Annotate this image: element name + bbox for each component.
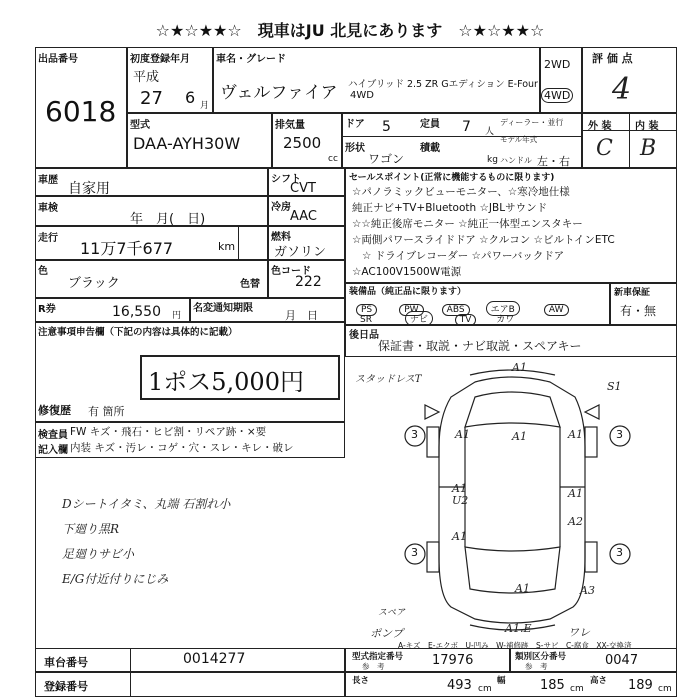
inspector-int-row: 内装 キズ・汚レ・コゲ・穴・スレ・キレ・破レ [70, 442, 294, 454]
recycle-label: R券 [38, 304, 56, 315]
damage-legend: A-キズ E-エクボ U-凹み W-補修跡 S-サビ C-腐食 XX-交換済 [398, 641, 632, 650]
registration-month: 6 [185, 88, 196, 107]
int-label: 内 装 [635, 121, 659, 132]
diag-mark-r1: A1 [568, 487, 583, 500]
color-code-label: 色コード [271, 266, 311, 277]
mileage-label: 走行 [38, 233, 58, 244]
rating-score: 4 [612, 72, 632, 107]
sales-points-list [352, 184, 615, 280]
handle-label: ハンドル [500, 156, 532, 165]
sales-point: ☆☆純正後席モニター ☆純正一体型エンスタキー [352, 218, 583, 230]
ext-grade: C [596, 136, 613, 161]
lot-number: 6018 [45, 95, 117, 128]
inspection-value: 年 月( 日) [130, 212, 206, 227]
wheel-mark: 3 [616, 546, 623, 559]
cap-label: 定員 [420, 119, 440, 130]
accessories-value: 保証書・取説・ナビ取説・スペアキー [378, 339, 582, 353]
fuel-label: 燃料 [271, 232, 291, 243]
color-code-value: 222 [295, 274, 322, 290]
diag-mark-u2: U2 [452, 494, 469, 507]
class-no-value: 0047 [605, 653, 639, 668]
handle-value: 左・右 [537, 155, 570, 168]
color-change-label: 色替 [240, 279, 260, 290]
note-line: 下廻り黒R [62, 522, 120, 536]
note-line: E/G付近付りにじみ [62, 572, 169, 586]
len-unit: cm [478, 684, 492, 694]
usage-label: 車歴 [38, 175, 58, 186]
sales-point: ☆ ドライブレコーダー ☆パワーバックドア [362, 250, 565, 262]
disp-label: 排気量 [275, 120, 305, 131]
inspector-label1: 検査員 [38, 430, 68, 441]
car-grade: ハイブリッド 2.5 ZR Gエディション E-Four [348, 79, 538, 90]
dealer-label: ディーラー・並行 [500, 118, 564, 127]
sales-point: 純正ナビ+TV+Bluetooth ☆JBLサウンド [352, 202, 548, 214]
shift-label: シフト [271, 174, 301, 185]
fuel-value: ガソリン [274, 245, 327, 260]
shape-value: ワゴン [368, 152, 405, 166]
diag-mark-l2: A1 [452, 530, 467, 543]
inspector-label2: 記入欄 [38, 445, 68, 456]
registration-year: 27 [140, 88, 163, 109]
drive-2wd: 2WD [544, 58, 571, 71]
hgt-unit: cm [658, 684, 672, 694]
doors-value: 5 [382, 119, 391, 135]
len-value: 493 [447, 678, 472, 693]
warranty-value: 有・無 [620, 304, 657, 318]
price-note: 1ポス5,000円 [148, 368, 304, 396]
model-value: DAA-AYH30W [133, 134, 241, 153]
equip-navi: ナビ [405, 311, 433, 326]
registration-era: 平成 [133, 70, 160, 85]
color-value: ブラック [68, 276, 120, 291]
class-no-label: 類別区分番号 [515, 652, 567, 662]
equip-leather: カワ [496, 315, 515, 325]
load-unit: kg [487, 155, 498, 165]
handwritten-notes [62, 492, 230, 592]
disp-unit: cc [328, 154, 338, 164]
equip-tv: TV [455, 314, 477, 326]
int-grade: B [640, 136, 657, 161]
lot-label: 出品番号 [38, 54, 78, 65]
type-desig-value: 17976 [432, 653, 474, 668]
car-name: ヴェルファイア [220, 83, 338, 103]
ac-label: 冷房 [271, 202, 291, 213]
diag-mark-rf: A1 [568, 428, 583, 441]
note-line: Dシートイタミ、丸端 石割れ小 [62, 497, 231, 511]
sales-point: ☆両側パワースライドドア ☆クルコン ☆ビルトインETC [352, 234, 615, 246]
car-grade2: 4WD [350, 90, 374, 101]
mileage-unit: km [218, 240, 236, 253]
mileage-value: 11万7千677 [80, 239, 174, 258]
drive-4wd: 4WD [541, 88, 573, 103]
diag-mark-front: A1 [512, 361, 527, 374]
warranty-label: 新車保証 [614, 288, 651, 298]
sales-point: ☆パノラミックビューモニター、☆寒冷地仕様 [352, 186, 570, 198]
repair-label: 修復歴 [38, 404, 71, 417]
model-year-label: モデル年式 [500, 135, 538, 144]
equipment-label: 装備品（純正品に限ります） [349, 287, 467, 297]
ext-label: 外 装 [588, 121, 612, 132]
doors-label: ドア [345, 119, 365, 130]
car-name-label: 車名・グレード [216, 54, 286, 65]
chassis-value: 0014277 [183, 651, 246, 667]
sales-point: ☆AC100V1500W電源 [352, 266, 462, 278]
diag-mark-r2: A2 [568, 515, 583, 528]
equip-sr: SR [360, 315, 372, 325]
hgt-label: 高さ [590, 676, 608, 686]
diag-mark-l1: A1 [452, 482, 467, 495]
class-no-sub: 参 考 [525, 662, 548, 671]
equip-pw: PW [399, 304, 423, 316]
wid-value: 185 [540, 678, 565, 693]
equipment-row2 [360, 311, 514, 326]
model-label: 型式 [130, 120, 150, 131]
hgt-value: 189 [628, 678, 653, 693]
tax-label: 名変通知期限 [193, 303, 253, 314]
wheel-mark: 3 [411, 546, 418, 559]
pump-top-note: スペア [378, 608, 406, 618]
equip-aw: AW [544, 304, 569, 316]
chassis-label: 車台番号 [44, 656, 88, 669]
registration-label: 初度登録年月 [130, 54, 190, 65]
disp-value: 2500 [283, 134, 322, 152]
type-desig-sub: 参 考 [362, 662, 385, 671]
color-label: 色 [38, 266, 48, 277]
header-title: ☆★☆★★☆ 現車はJU 北見にあります ☆★☆★★☆ [155, 21, 545, 40]
equip-ps: PS [356, 304, 377, 316]
recycle-unit: 円 [172, 311, 182, 321]
drive-box [540, 47, 582, 113]
diag-mark-crack: ワレ [568, 626, 590, 639]
diag-mark-s1: S1 [607, 380, 622, 393]
diag-mark-hood: A1 [512, 430, 527, 443]
wheel-mark: 3 [616, 428, 623, 441]
equip-airbag: エアB [486, 301, 520, 316]
equip-abs: ABS [442, 304, 470, 316]
repair-value: 有 箇所 [88, 405, 125, 418]
registration-month-unit: 月 [200, 101, 210, 111]
diag-mark-a1e: A1.E [505, 622, 532, 635]
tax-value: 月 日 [285, 309, 318, 322]
usage-value: 自家用 [68, 181, 110, 197]
car-diagram [345, 357, 677, 642]
inspection-label: 車検 [38, 203, 58, 214]
recycle-value: 16,550 [112, 304, 161, 320]
shape-label: 形状 [345, 143, 365, 154]
inspector-ext-row: FW キズ・飛石・ヒビ割・リペア跡・×要 [70, 426, 267, 438]
pump-note: ポンプ [370, 627, 403, 640]
diag-mark-rear: A1 [515, 582, 530, 595]
note-line: 足廻りサビ小 [62, 547, 135, 561]
wid-unit: cm [570, 684, 584, 694]
reg-no-label: 登録番号 [44, 680, 88, 693]
notes-label: 注意事項申告欄（下記の内容は具体的に記載） [38, 327, 238, 338]
len-label: 長さ [352, 676, 370, 686]
type-desig-label: 型式指定番号 [352, 652, 404, 662]
sales-points-label: セールスポイント(正常に機能するものに限ります) [349, 173, 555, 183]
diag-mark-lf: A1 [455, 428, 470, 441]
ac-value: AAC [290, 209, 317, 224]
diag-mark-a3: A3 [580, 584, 595, 597]
cap-value: 7 [462, 119, 471, 135]
load-label: 積載 [420, 143, 440, 154]
rating-label: 評 価 点 [592, 52, 633, 65]
accessories-label: 後日品 [349, 330, 379, 341]
studless-note: スタッドレスT [355, 374, 422, 385]
shift-value: CVT [290, 181, 316, 196]
cap-unit: 人 [485, 127, 495, 137]
wid-label: 幅 [497, 676, 506, 686]
wheel-mark: 3 [411, 428, 418, 441]
